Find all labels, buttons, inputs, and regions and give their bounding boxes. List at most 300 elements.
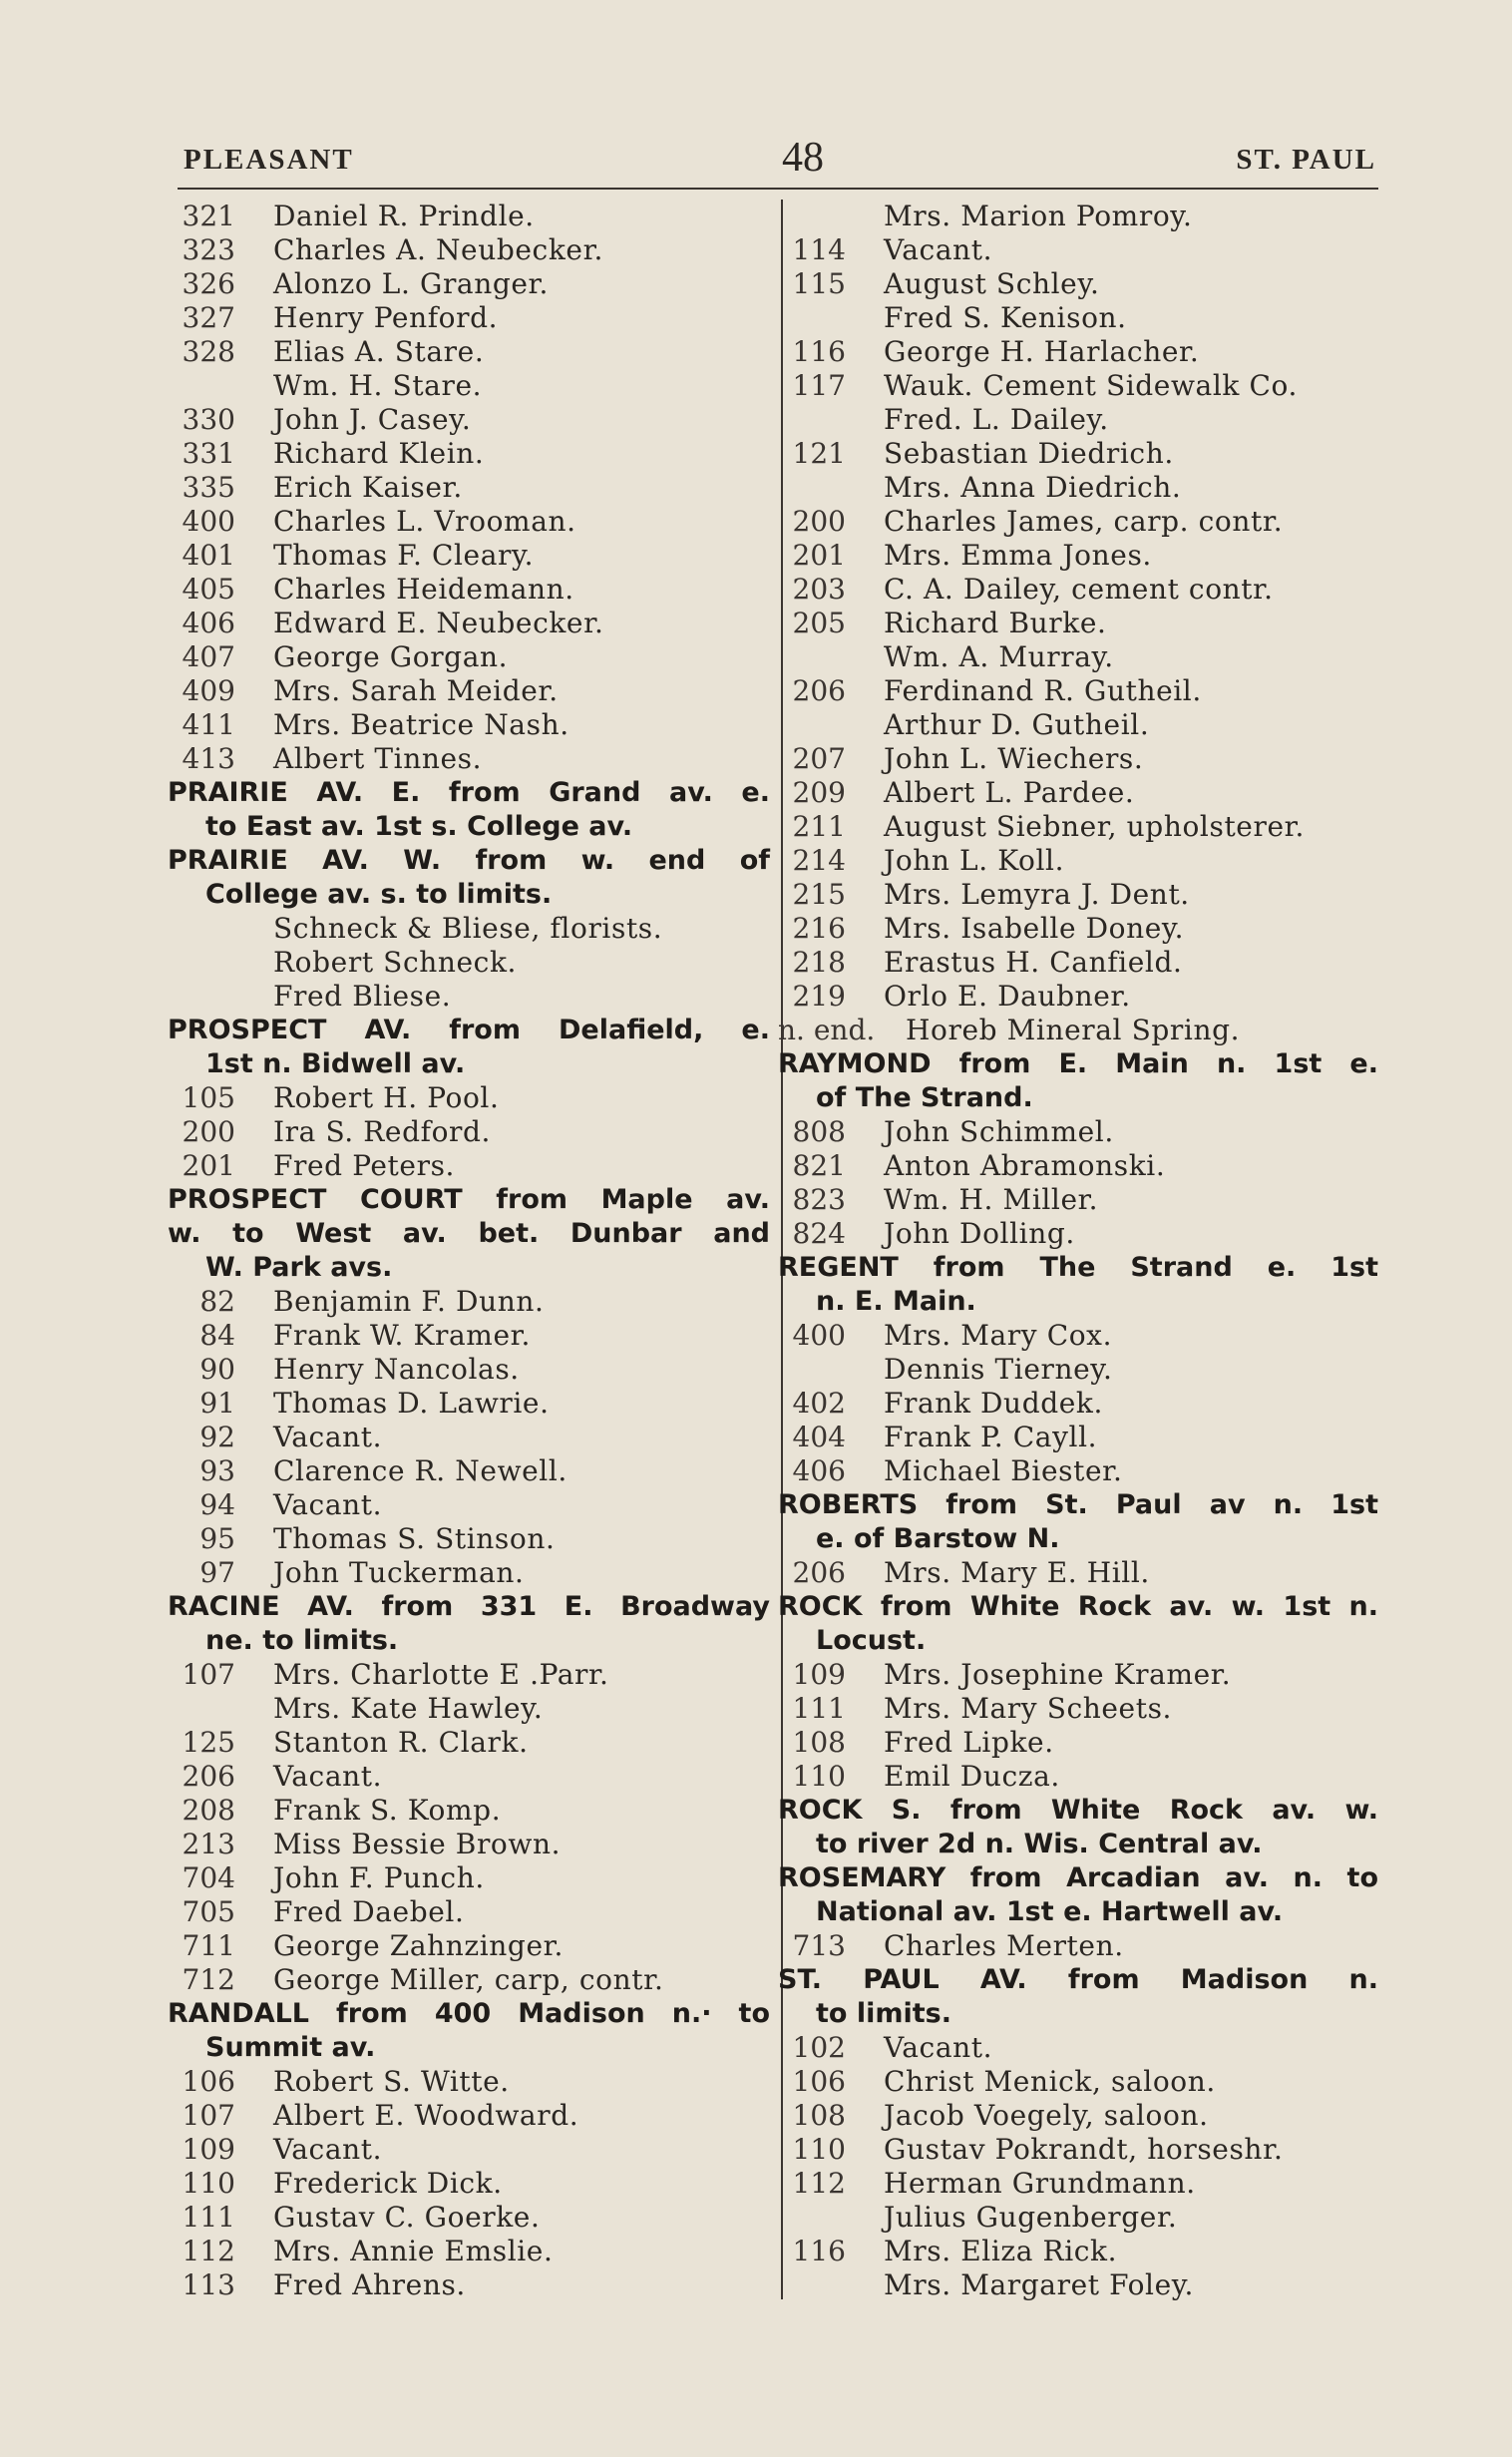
house-number: 404	[792, 1421, 846, 1453]
house-number: 106	[792, 2065, 846, 2098]
house-number: 95	[199, 1522, 235, 1555]
page-number: 48	[782, 135, 824, 181]
house-number: 84	[199, 1319, 235, 1352]
directory-entry	[166, 335, 772, 369]
directory-entry	[776, 1692, 1380, 1726]
directory-entry	[166, 1285, 772, 1319]
street-heading: e. of Barstow N.	[816, 1523, 1060, 1554]
resident-name: Gustav C. Goerke.	[273, 2201, 541, 2234]
house-number: 400	[792, 1319, 846, 1352]
directory-entry	[166, 1081, 772, 1115]
resident-name: Elias A. Stare.	[273, 335, 485, 368]
directory-entry	[776, 2065, 1380, 2099]
house-number: 411	[182, 708, 235, 741]
directory-entry	[776, 233, 1380, 267]
street-heading: PROSPECT AV. from Delafield, e.	[168, 1015, 770, 1045]
street-heading: National av. 1st e. Hartwell av.	[816, 1896, 1284, 1927]
house-number: 406	[182, 607, 235, 639]
resident-name: Anton Abramonski.	[884, 1149, 1166, 1182]
directory-entry	[776, 1454, 1380, 1488]
street-heading: ROCK S. from White Rock av. w.	[778, 1795, 1378, 1826]
directory-entry	[776, 403, 1380, 437]
resident-name: Charles James, carp. contr.	[884, 505, 1284, 538]
street-heading: 1st n. Bidwell av.	[205, 1048, 466, 1079]
directory-entry	[776, 844, 1380, 878]
directory-entry	[166, 2201, 772, 2235]
resident-name: Vacant.	[884, 2031, 993, 2064]
resident-name: Albert Tinnes.	[273, 742, 483, 775]
house-number: 327	[182, 301, 235, 334]
house-number: 108	[792, 1726, 846, 1759]
resident-name: Charles L. Vrooman.	[273, 505, 576, 538]
house-number: n. end.	[778, 1014, 876, 1046]
house-number: 125	[182, 1726, 235, 1759]
directory-entry	[166, 1319, 772, 1353]
street-heading: of The Strand.	[816, 1082, 1033, 1113]
house-number: 112	[792, 2167, 846, 2200]
house-number: 102	[792, 2031, 846, 2064]
resident-name: Sebastian Diedrich.	[884, 437, 1174, 470]
house-number: 808	[792, 1115, 846, 1148]
directory-entry	[166, 1149, 772, 1183]
directory-entry	[776, 1217, 1380, 1251]
resident-name: C. A. Dailey, cement contr.	[884, 573, 1274, 606]
resident-name: Charles Merten.	[884, 1929, 1124, 1962]
house-number: 206	[792, 674, 846, 707]
resident-name: Vacant.	[273, 1760, 383, 1793]
resident-name: Mrs. Mary E. Hill.	[884, 1556, 1150, 1589]
directory-entry	[166, 471, 772, 505]
resident-name: Thomas D. Lawrie.	[273, 1387, 550, 1420]
resident-name: Fred. L. Dailey.	[884, 403, 1109, 436]
directory-entry	[776, 2235, 1380, 2268]
directory-entry	[776, 2099, 1380, 2133]
house-number: 218	[792, 946, 846, 979]
house-number: 401	[182, 539, 235, 572]
directory-entry	[776, 810, 1380, 844]
resident-name: Mrs. Sarah Meider.	[273, 674, 559, 707]
resident-name: Michael Biester.	[884, 1454, 1123, 1487]
resident-name: Vacant.	[273, 1488, 383, 1521]
directory-entry	[776, 1183, 1380, 1217]
directory-entry	[166, 1115, 772, 1149]
house-number: 321	[182, 200, 235, 232]
resident-name: Daniel R. Prindle.	[273, 200, 535, 232]
directory-entry	[776, 369, 1380, 403]
resident-name: Wm. H. Stare.	[273, 369, 483, 402]
resident-name: Fred Bliese.	[273, 980, 452, 1013]
house-number: 200	[792, 505, 846, 538]
directory-entry	[776, 2133, 1380, 2167]
street-heading: n. E. Main.	[816, 1286, 976, 1317]
directory-entry	[776, 301, 1380, 335]
directory-entry	[776, 2268, 1380, 2302]
house-number: 206	[792, 1556, 846, 1589]
house-number: 704	[182, 1861, 235, 1894]
directory-entry	[776, 980, 1380, 1014]
resident-name: Robert H. Pool.	[273, 1081, 500, 1114]
directory-entry	[166, 1929, 772, 1963]
directory-entry	[776, 776, 1380, 810]
resident-name: Mrs. Kate Hawley.	[273, 1692, 544, 1725]
directory-entry	[166, 1794, 772, 1828]
street-heading: w. to West av. bet. Dunbar and	[168, 1218, 770, 1249]
house-number: 413	[182, 742, 235, 775]
street-heading: Locust.	[816, 1625, 927, 1656]
house-number: 203	[792, 573, 846, 606]
house-number: 106	[182, 2065, 235, 2098]
house-number: 712	[182, 1963, 235, 1996]
directory-entry	[776, 640, 1380, 674]
directory-entry	[166, 1760, 772, 1794]
house-number: 328	[182, 335, 235, 368]
house-number: 115	[792, 267, 846, 300]
directory-entry	[166, 200, 772, 233]
resident-name: Jacob Voegely, saloon.	[884, 2099, 1209, 2132]
house-number: 82	[199, 1285, 235, 1318]
resident-name: Benjamin F. Dunn.	[273, 1285, 545, 1318]
resident-name: Robert S. Witte.	[273, 2065, 510, 2098]
directory-entry	[166, 980, 772, 1014]
resident-name: Frederick Dick.	[273, 2167, 503, 2200]
resident-name: Mrs. Isabelle Doney.	[884, 912, 1185, 945]
resident-name: Herman Grundmann.	[884, 2167, 1196, 2200]
directory-entry	[166, 607, 772, 640]
resident-name: Wm. A. Murray.	[884, 640, 1114, 673]
resident-name: Frank P. Cayll.	[884, 1421, 1098, 1453]
house-number: 113	[182, 2268, 235, 2301]
directory-entry	[166, 2133, 772, 2167]
resident-name: Mrs. Lemyra J. Dent.	[884, 878, 1190, 911]
resident-name: Erastus H. Canfield.	[884, 946, 1183, 979]
house-number: 216	[792, 912, 846, 945]
house-number: 213	[182, 1828, 235, 1860]
resident-name: Mrs. Emma Jones.	[884, 539, 1152, 572]
resident-name: George Gorgan.	[273, 640, 509, 673]
resident-name: Stanton R. Clark.	[273, 1726, 529, 1759]
directory-entry	[166, 301, 772, 335]
resident-name: Ira S. Redford.	[273, 1115, 492, 1148]
street-heading: ST. PAUL AV. from Madison n.	[778, 1964, 1378, 1995]
resident-name: Richard Klein.	[273, 437, 485, 470]
directory-entry	[776, 1421, 1380, 1454]
house-number: 331	[182, 437, 235, 470]
house-number: 214	[792, 844, 846, 877]
house-number: 205	[792, 607, 846, 639]
resident-name: Mrs. Mary Cox.	[884, 1319, 1113, 1352]
resident-name: Edward E. Neubecker.	[273, 607, 604, 639]
resident-name: John J. Casey.	[273, 403, 472, 436]
resident-name: Fred Daebel.	[273, 1895, 465, 1928]
directory-entry	[776, 1726, 1380, 1760]
street-heading: RACINE AV. from 331 E. Broadway	[168, 1591, 770, 1622]
house-number: 705	[182, 1895, 235, 1928]
directory-entry	[166, 1387, 772, 1421]
directory-entry	[166, 1895, 772, 1929]
resident-name: Dennis Tierney.	[884, 1353, 1113, 1386]
directory-entry	[776, 1319, 1380, 1353]
directory-entry	[776, 2031, 1380, 2065]
house-number: 209	[792, 776, 846, 809]
street-heading: Summit av.	[205, 2032, 376, 2063]
directory-entry	[166, 2065, 772, 2099]
directory-entry	[166, 1353, 772, 1387]
directory-entry	[776, 946, 1380, 980]
resident-name: Vacant.	[884, 233, 993, 266]
street-heading: College av. s. to limits.	[205, 879, 553, 910]
directory-entry	[776, 912, 1380, 946]
directory-entry	[776, 1556, 1380, 1590]
street-heading: PROSPECT COURT from Maple av.	[168, 1184, 770, 1215]
house-number: 108	[792, 2099, 846, 2132]
resident-name: Mrs. Anna Diedrich.	[884, 471, 1182, 504]
house-number: 207	[792, 742, 846, 775]
resident-name: Christ Menick, saloon.	[884, 2065, 1216, 2098]
directory-entry	[166, 674, 772, 708]
directory-entry	[776, 708, 1380, 742]
resident-name: John L. Koll.	[884, 844, 1065, 877]
resident-name: George Miller, carp, contr.	[273, 1963, 664, 1996]
resident-name: John F. Punch.	[273, 1861, 485, 1894]
house-number: 105	[182, 1081, 235, 1114]
house-number: 91	[199, 1387, 235, 1420]
directory-entry	[166, 1963, 772, 1997]
house-number: 201	[792, 539, 846, 572]
house-number: 107	[182, 2099, 235, 2132]
left-column	[166, 200, 772, 2302]
resident-name: Wm. H. Miller.	[884, 1183, 1099, 1216]
house-number: 219	[792, 980, 846, 1013]
resident-name: Mrs. Margaret Foley.	[884, 2268, 1194, 2301]
house-number: 402	[792, 1387, 846, 1420]
directory-entry	[166, 1658, 772, 1692]
house-number: 201	[182, 1149, 235, 1182]
resident-name: Mrs. Marion Pomroy.	[884, 200, 1193, 232]
house-number: 335	[182, 471, 235, 504]
running-head-left: PLEASANT	[184, 144, 354, 176]
resident-name: Miss Bessie Brown.	[273, 1828, 562, 1860]
directory-entry	[776, 2201, 1380, 2235]
house-number: 111	[792, 1692, 846, 1725]
resident-name: August Schley.	[884, 267, 1100, 300]
directory-entry	[776, 2167, 1380, 2201]
directory-entry	[166, 539, 772, 573]
directory-entry	[166, 946, 772, 980]
resident-name: Albert L. Pardee.	[884, 776, 1135, 809]
directory-entry	[166, 505, 772, 539]
directory-entry	[776, 1760, 1380, 1794]
street-heading: W. Park avs.	[205, 1252, 393, 1283]
resident-name: Alonzo L. Granger.	[273, 267, 549, 300]
house-number: 114	[792, 233, 846, 266]
resident-name: Thomas F. Cleary.	[273, 539, 535, 572]
directory-entry	[776, 539, 1380, 573]
resident-name: Gustav Pokrandt, horseshr.	[884, 2133, 1284, 2166]
resident-name: Thomas S. Stinson.	[273, 1522, 556, 1555]
directory-entry	[166, 640, 772, 674]
house-number: 823	[792, 1183, 846, 1216]
directory-entry	[776, 471, 1380, 505]
resident-name: Wauk. Cement Sidewalk Co.	[884, 369, 1298, 402]
directory-entry	[166, 1692, 772, 1726]
house-number: 90	[199, 1353, 235, 1386]
house-number: 109	[182, 2133, 235, 2166]
directory-entry	[776, 1115, 1380, 1149]
street-heading: ROCK from White Rock av. w. 1st n.	[778, 1591, 1378, 1622]
directory-entry	[166, 742, 772, 776]
resident-name: Fred Peters.	[273, 1149, 456, 1182]
house-number: 409	[182, 674, 235, 707]
directory-entry	[166, 573, 772, 607]
directory-entry	[166, 1454, 772, 1488]
house-number: 824	[792, 1217, 846, 1250]
street-heading: ne. to limits.	[205, 1625, 399, 1656]
house-number: 116	[792, 335, 846, 368]
directory-entry	[776, 1658, 1380, 1692]
resident-name: Charles Heidemann.	[273, 573, 574, 606]
house-number: 92	[199, 1421, 235, 1453]
resident-name: Clarence R. Newell.	[273, 1454, 567, 1487]
house-number: 326	[182, 267, 235, 300]
resident-name: Fred S. Kenison.	[884, 301, 1127, 334]
resident-name: Richard Burke.	[884, 607, 1107, 639]
house-number: 200	[182, 1115, 235, 1148]
resident-name: Mrs. Eliza Rick.	[884, 2235, 1118, 2267]
street-heading: to East av. 1st s. College av.	[205, 811, 633, 842]
directory-entry	[166, 1828, 772, 1861]
street-heading: REGENT from The Strand e. 1st	[778, 1252, 1378, 1283]
house-number: 110	[792, 2133, 846, 2166]
resident-name: John Dolling.	[884, 1217, 1075, 1250]
directory-entry	[776, 607, 1380, 640]
house-number: 713	[792, 1929, 846, 1962]
directory-entry	[166, 1421, 772, 1454]
directory-entry	[776, 674, 1380, 708]
header-rule	[178, 188, 1378, 190]
house-number: 110	[182, 2167, 235, 2200]
house-number: 111	[182, 2201, 235, 2234]
house-number: 110	[792, 1760, 846, 1793]
resident-name: Arthur D. Gutheil.	[884, 708, 1150, 741]
street-heading: ROSEMARY from Arcadian av. n. to	[778, 1862, 1378, 1893]
resident-name: Mrs. Annie Emslie.	[273, 2235, 554, 2267]
resident-name: George H. Harlacher.	[884, 335, 1200, 368]
resident-name: Orlo E. Daubner.	[884, 980, 1131, 1013]
house-number: 93	[199, 1454, 235, 1487]
resident-name: Vacant.	[273, 2133, 383, 2166]
house-number: 206	[182, 1760, 235, 1793]
directory-entry	[166, 708, 772, 742]
resident-name: Robert Schneck.	[273, 946, 518, 979]
house-number: 94	[199, 1488, 235, 1521]
directory-entry	[776, 505, 1380, 539]
house-number: 208	[182, 1794, 235, 1827]
directory-entry	[166, 437, 772, 471]
house-number: 121	[792, 437, 846, 470]
directory-entry	[776, 200, 1380, 233]
running-head-right: ST. PAUL	[1236, 144, 1376, 176]
house-number: 117	[792, 369, 846, 402]
directory-entry	[776, 573, 1380, 607]
directory-entry	[776, 1353, 1380, 1387]
house-number: 821	[792, 1149, 846, 1182]
directory-entry	[776, 1014, 1380, 1047]
directory-entry	[166, 2268, 772, 2302]
directory-entry	[776, 267, 1380, 301]
directory-entry	[776, 1387, 1380, 1421]
right-column	[776, 200, 1380, 2302]
resident-name: Vacant.	[273, 1421, 383, 1453]
page-header	[180, 135, 1376, 181]
resident-name: John Tuckerman.	[273, 1556, 525, 1589]
directory-entry	[166, 912, 772, 946]
directory-entry	[776, 878, 1380, 912]
directory-entry	[776, 437, 1380, 471]
directory-entry	[776, 335, 1380, 369]
resident-name: John L. Wiechers.	[884, 742, 1144, 775]
directory-entry	[776, 1929, 1380, 1963]
resident-name: Mrs. Josephine Kramer.	[884, 1658, 1232, 1691]
street-heading: PRAIRIE AV. W. from w. end of	[168, 845, 770, 876]
house-number: 400	[182, 505, 235, 538]
house-number: 323	[182, 233, 235, 266]
house-number: 116	[792, 2235, 846, 2267]
house-number: 405	[182, 573, 235, 606]
house-number: 211	[792, 810, 846, 843]
house-number: 406	[792, 1454, 846, 1487]
street-heading: to limits.	[816, 1998, 951, 2029]
house-number: 330	[182, 403, 235, 436]
resident-name: Horeb Mineral Spring.	[906, 1014, 1241, 1046]
street-heading: to river 2d n. Wis. Central av.	[816, 1829, 1263, 1859]
resident-name: Fred Ahrens.	[273, 2268, 466, 2301]
house-number: 215	[792, 878, 846, 911]
resident-name: Erich Kaiser.	[273, 471, 463, 504]
directory-entry	[166, 267, 772, 301]
directory-entry	[166, 1861, 772, 1895]
directory-entry	[166, 403, 772, 437]
resident-name: Fred Lipke.	[884, 1726, 1054, 1759]
directory-entry	[166, 369, 772, 403]
resident-name: Henry Nancolas.	[273, 1353, 520, 1386]
directory-entry	[166, 233, 772, 267]
resident-name: Mrs. Charlotte E .Parr.	[273, 1658, 609, 1691]
street-heading: RAYMOND from E. Main n. 1st e.	[778, 1048, 1378, 1079]
directory-entry	[166, 1488, 772, 1522]
street-heading: PRAIRIE AV. E. from Grand av. e.	[168, 777, 770, 808]
resident-name: Emil Ducza.	[884, 1760, 1060, 1793]
directory-entry	[166, 2099, 772, 2133]
resident-name: John Schimmel.	[884, 1115, 1114, 1148]
resident-name: George Zahnzinger.	[273, 1929, 565, 1962]
resident-name: Charles A. Neubecker.	[273, 233, 603, 266]
house-number: 407	[182, 640, 235, 673]
house-number: 107	[182, 1658, 235, 1691]
house-number: 97	[199, 1556, 235, 1589]
house-number: 109	[792, 1658, 846, 1691]
resident-name: Julius Gugenberger.	[884, 2201, 1178, 2234]
house-number: 112	[182, 2235, 235, 2267]
house-number: 711	[182, 1929, 235, 1962]
street-heading: ROBERTS from St. Paul av n. 1st	[778, 1489, 1378, 1520]
directory-entry	[166, 1726, 772, 1760]
directory-entry	[776, 1149, 1380, 1183]
resident-name: Mrs. Mary Scheets.	[884, 1692, 1173, 1725]
resident-name: Frank S. Komp.	[273, 1794, 502, 1827]
resident-name: August Siebner, upholsterer.	[884, 810, 1306, 843]
directory-entry	[166, 2235, 772, 2268]
directory-entry	[776, 742, 1380, 776]
